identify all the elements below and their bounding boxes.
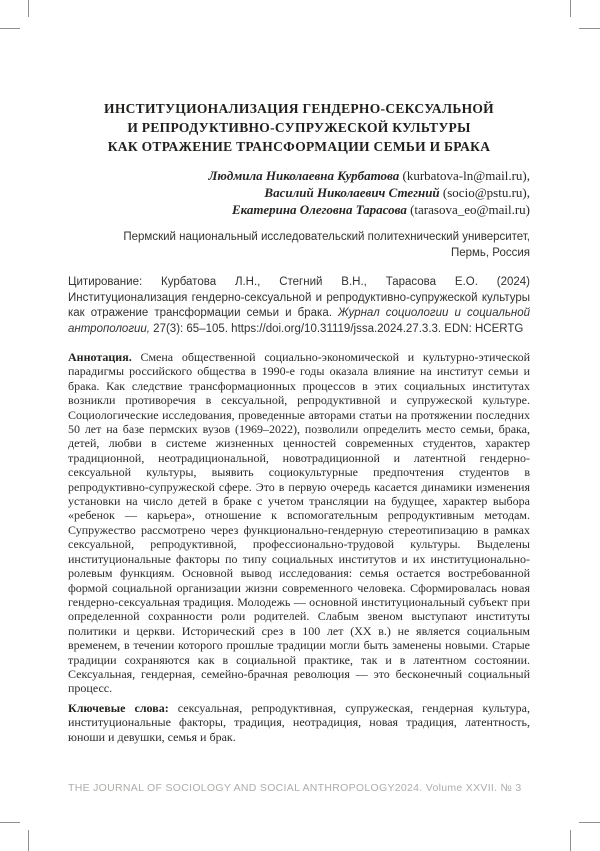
keywords-paragraph (68, 701, 530, 744)
author-email-3: (tarasova_eo@mail.ru) (406, 202, 530, 217)
author-name-3: Екатерина Олеговна Тарасова (231, 202, 407, 217)
author-line-3 (68, 201, 530, 218)
author-email-1: (kurbatova-ln@mail.ru), (399, 168, 530, 183)
author-line-1 (68, 167, 530, 184)
keywords-label: Ключевые слова: (68, 700, 169, 715)
article-content (68, 99, 530, 744)
footer-issue: 2024. Volume XXVII. № 3 (394, 782, 522, 794)
crop-mark-top-left-vertical (28, 0, 29, 17)
crop-mark-bottom-right-horizontal (579, 822, 600, 823)
authors-block (68, 167, 530, 218)
page-footer (68, 782, 530, 794)
article-title (68, 99, 530, 156)
citation-journal-name: Журнал социологии и социальной антропологии, (68, 307, 530, 335)
author-line-2 (68, 184, 530, 201)
crop-mark-bottom-left-horizontal (0, 822, 20, 823)
abstract-text: Смена общественной социально-экономической и культурно-этической парадигмы российского общества в 1990-е годы оказала влияние на институт семьи и брака. Как следствие трансформационных процессов в этих социальных институтах возникли противоречия в сексуальной, репродуктивной и супружеской культуре. Социологические исследования, проведенные авторами статьи на протяжении последних 50 лет на базе пермских вузов (1969–2022), позволили определить место семьи, брака, детей, любви в системе жизненных ценностей современных студентов, характер традиционной, неотрадициональной, новотрадиционной и латентной гендерно-сексуальной культуры, выявить социокультурные предпочтения студентов в репродуктивно-супружеской сфере. Это в первую очередь касается динамики изменения установки на число детей в браке с учетом трансляции на будущее, характер выбора «ребенок — карьера», отношение к вспомогательным репродуктивным методам. Супружество рассмотрено через функционально-гендерную стереотипизацию в рамках сексуальной, репродуктивной, профессионально-трудовой культуры. Выделены институциональные факторы по типу социальных институтов и их институционально-ролевым функциям. Основной вывод исследования: семья остается востребованной формой социальной организации жизни современного человека. Сформировалась новая гендерно-сексуальная традиция. Молодежь — основной институциональный субъект при определенной сохранности роли родителей. Слабым звеном выступают институты политики и церкви. Исторический срез в 100 лет (XX в.) не является социальным временем, в течении которого прошлые традиции могли быть заменены новыми. Старые традиции сохраняются как в социальной практике, так и в латентном состоянии. Сексуальная, гендерная, семейно-брачная революция — это бесконечный социальный процесс. (68, 350, 530, 696)
crop-mark-bottom-left-vertical (28, 830, 29, 851)
affiliation-block (68, 230, 530, 261)
footer-journal-name: THE JOURNAL OF SOCIOLOGY AND SOCIAL ANTHROPOLOGY (68, 782, 395, 794)
affiliation-line-1: Пермский национальный исследовательский политехнический университет, (123, 231, 530, 243)
affiliation-line-2: Пермь, Россия (450, 246, 530, 259)
crop-mark-top-right-vertical (570, 0, 571, 17)
author-name-1: Людмила Николаевна Курбатова (208, 168, 400, 183)
citation-paragraph (68, 275, 530, 337)
article-title-line-3: КАК ОТРАЖЕНИЕ ТРАНСФОРМАЦИИ СЕМЬИ И БРАКА (107, 139, 491, 154)
article-title-line-1: ИНСТИТУЦИОНАЛИЗАЦИЯ ГЕНДЕРНО-СЕКСУАЛЬНОЙ (104, 101, 494, 116)
author-name-2: Василий Николаевич Стегний (264, 185, 440, 200)
citation-doi-text: 27(3): 65–105. https://doi.org/10.31119/jssa.2024.27.3.3. EDN: HCERTG (149, 322, 524, 335)
crop-mark-top-right-horizontal (579, 28, 600, 29)
abstract-label: Аннотация. (68, 350, 132, 364)
author-email-2: (socio@pstu.ru), (439, 185, 530, 200)
citation-text: Цитирование: Курбатова Л.Н., Стегний В.Н., Тарасова Е.О. (2024) Институционализация гендерно-сексуальной и репродуктивно-супружеской культуры как отражение трансформации семьи и брака. (68, 276, 530, 319)
article-title-line-2: И РЕПРОДУКТИВНО-СУПРУЖЕСКОЙ КУЛЬТУРЫ (127, 120, 471, 135)
keywords-text: сексуальная, репродуктивная, супружеская, гендерная культура, институциональные факторы, традиция, неотрадиция, новая традиция, латентность, юноши и девушки, семья и брак. (68, 700, 531, 744)
crop-mark-top-left-horizontal (0, 28, 20, 29)
abstract-paragraph (68, 350, 530, 696)
crop-mark-bottom-right-vertical (570, 830, 571, 851)
